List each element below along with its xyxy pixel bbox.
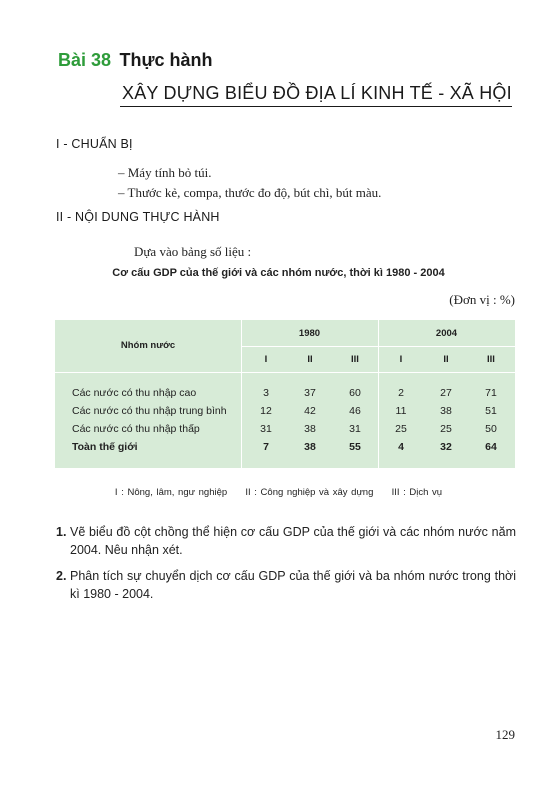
header-sector: II [443,354,449,365]
table-cell: 50 [485,423,497,435]
table-cell: 38 [440,405,452,417]
lesson-heading [58,50,213,71]
table-cell: 11 [395,405,407,417]
table-cell: 51 [485,405,497,417]
table-cell: 37 [304,387,316,399]
table-cell: 3 [263,387,269,399]
table-cell: 46 [349,405,361,417]
table-caption: Cơ cấu GDP của thế giới và các nhóm nước, thời kì 1980 - 2004 [112,267,445,279]
table-divider [55,372,515,373]
table-cell: 27 [440,387,452,399]
header-sector: I [264,354,268,365]
header-sector: II [307,354,313,365]
header-sector: I [399,354,403,365]
table-cell: 25 [440,423,452,435]
table-cell: 31 [349,423,361,435]
table-cell: 31 [260,423,272,435]
section-content-heading: II - NỘI DUNG THỰC HÀNH [56,210,220,224]
gdp-structure-table [55,320,515,468]
header-sector: III [351,354,359,365]
prep-item-tools: – Thước kẻ, compa, thước đo độ, bút chì, bút màu. [118,185,382,200]
table-cell: 60 [349,387,361,399]
header-year-1980: 1980 [298,328,321,339]
row-label: Các nước có thu nhập thấp [72,423,200,435]
table-cell: 42 [304,405,316,417]
row-label: Các nước có thu nhập trung bình [72,405,227,417]
task-text: Vẽ biểu đồ cột chồng thể hiện cơ cấu GDP của thế giới và các nhóm nước năm 2004. Nêu nhận xét. [70,525,516,557]
table-cell-total: 32 [440,441,452,453]
table-cell-total: 38 [304,441,316,453]
table-divider [241,320,242,468]
lesson-subtitle: XÂY DỰNG BIỂU ĐỒ ĐỊA LÍ KINH TẾ - XÃ HỘI [122,83,512,103]
header-group: Nhóm nước [120,340,176,351]
task-item [56,567,516,603]
table-cell: 25 [395,423,407,435]
table-cell-total: 4 [398,441,404,453]
row-label-total: Toàn thế giới [72,441,138,453]
header-year-2004: 2004 [435,328,458,339]
prep-item-calculator: – Máy tính bỏ túi. [118,165,212,180]
table-legend: I : Nông, lâm, ngư nghiệp II : Công nghiệp và xây dựng III : Dịch vụ [114,487,443,498]
table-cell-total: 55 [349,441,361,453]
page-number: 129 [495,727,515,742]
table-cell-total: 64 [485,441,497,453]
table-cell: 71 [485,387,497,399]
lesson-number: Bài 38 [58,50,112,70]
row-label: Các nước có thu nhập cao [72,387,197,399]
table-cell: 12 [260,405,272,417]
header-sector: III [487,354,495,365]
subtitle-underline [120,106,512,107]
table-divider [241,346,515,347]
section-preparation-heading: I - CHUẨN BỊ [56,137,133,151]
table-cell-total: 7 [263,441,269,453]
intro-text: Dựa vào bảng số liệu : [134,244,252,259]
task-item [56,523,516,559]
lesson-name: Thực hành [119,50,213,70]
table-cell: 38 [304,423,316,435]
table-unit: (Đơn vị : %) [449,292,515,307]
task-number: 1. [56,525,67,539]
table-divider [378,320,379,468]
task-text: Phân tích sự chuyển dịch cơ cấu GDP của thế giới và ba nhóm nước trong thời kì 1980 - 2004. [70,569,516,601]
task-number: 2. [56,569,67,583]
table-cell: 2 [398,387,404,399]
